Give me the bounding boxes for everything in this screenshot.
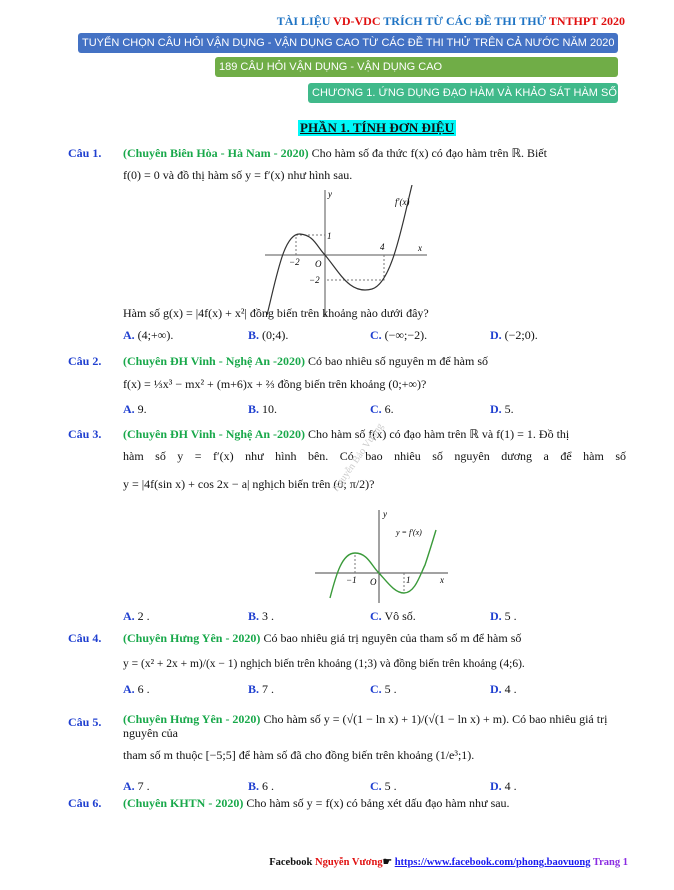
question-5-options: [123, 779, 626, 794]
question-1-line-2: f(0) = 0 và đồ thị hàm số y = f′(x) như hình sau.: [123, 168, 353, 182]
option-value: 7 .: [259, 682, 275, 696]
question-3-line-2: hàm số y = f′(x) như hình bên. Có bao nhiêu số nguyên dương a để hàm số: [123, 449, 626, 463]
option-c[interactable]: [370, 682, 490, 697]
option-c[interactable]: [370, 328, 490, 343]
option-value: 3 .: [259, 609, 275, 623]
question-1-line-1: [123, 146, 626, 160]
question-3-line-3: y = |4f(sin x) + cos 2x − a| nghịch biến trên (0; π/2)?: [123, 477, 375, 491]
option-key: B.: [248, 402, 260, 416]
question-6-number: [68, 796, 101, 811]
question-4-number: [68, 631, 101, 646]
question-3-number: [68, 427, 101, 442]
question-1-number: [68, 146, 101, 161]
option-key: A.: [123, 682, 135, 696]
question-source: (Chuyên ĐH Vinh - Nghệ An -2020): [123, 354, 306, 368]
question-2-line-1: [123, 354, 626, 368]
question-5-line-2: tham số m thuộc [−5;5] để hàm số đã cho đồng biến trên khoảng (1/e³;1).: [123, 748, 475, 762]
question-source: (Chuyên Biên Hòa - Hà Nam - 2020): [123, 146, 309, 160]
option-c[interactable]: [370, 779, 490, 794]
option-b[interactable]: [248, 609, 370, 624]
option-d[interactable]: [490, 609, 626, 624]
option-key: D.: [490, 609, 502, 623]
option-value: 6 .: [259, 779, 275, 793]
question-text: Cho hàm số y = f(x) có bảng xét dấu đạo hàm như sau.: [243, 796, 510, 810]
option-c[interactable]: [370, 609, 490, 624]
header-text: TÀI LIỆU: [276, 14, 334, 28]
option-d[interactable]: [490, 402, 626, 417]
option-key: D.: [490, 328, 502, 342]
option-value: 5 .: [381, 779, 397, 793]
watermark: Nguyễn Bảo Vương: [330, 421, 386, 494]
tick-label: 4: [380, 242, 385, 252]
option-key: B.: [248, 328, 260, 342]
guide-lines: [296, 235, 384, 280]
option-c[interactable]: [370, 402, 490, 417]
option-key: D.: [490, 779, 502, 793]
question-number: Câu 2.: [68, 354, 102, 368]
question-5-number: [68, 715, 101, 730]
question-2-number: [68, 354, 101, 369]
question-number: Câu 6.: [68, 796, 102, 810]
tick-label: 1: [406, 575, 411, 585]
question-3-graph: [300, 505, 450, 605]
option-a[interactable]: [123, 402, 248, 417]
question-4-options: [123, 682, 626, 697]
y-label: y: [328, 189, 332, 199]
document-header: [277, 14, 625, 29]
question-3-options: [123, 609, 626, 624]
origin-label: O: [370, 577, 377, 587]
header-vd: VD-VDC: [333, 14, 381, 28]
question-number: Câu 3.: [68, 427, 102, 441]
option-a[interactable]: [123, 328, 248, 343]
derivative-curve: [267, 185, 412, 315]
option-value: 5 .: [501, 609, 517, 623]
option-key: C.: [370, 609, 382, 623]
option-value: (4;+∞).: [134, 328, 174, 342]
question-text: Có bao nhiêu giá trị nguyên của tham số m để hàm số: [260, 631, 522, 645]
option-value: (−∞;−2).: [381, 328, 428, 342]
footer-label: Facebook: [269, 857, 315, 868]
question-4-line-1: [123, 631, 626, 645]
option-value: 5 .: [381, 682, 397, 696]
question-1-line-3: Hàm số g(x) = |4f(x) + x²| đồng biến trên khoảng nào dưới đây?: [123, 306, 429, 320]
option-key: A.: [123, 779, 135, 793]
option-a[interactable]: [123, 682, 248, 697]
question-text: Cho hàm số f(x) có đạo hàm trên ℝ và f(1) = 1. Đồ thị: [305, 427, 570, 441]
tick-label: −2: [289, 257, 300, 267]
option-value: (0;4).: [259, 328, 289, 342]
question-4-line-2: y = (x² + 2x + m)/(x − 1) nghịch biến trên khoảng (1;3) và đồng biến trên khoảng (4;6).: [123, 658, 525, 670]
option-d[interactable]: [490, 779, 626, 794]
option-value: Vô số.: [381, 609, 416, 623]
question-source: (Chuyên Hưng Yên - 2020): [123, 712, 261, 726]
option-key: D.: [490, 682, 502, 696]
question-source: (Chuyên ĐH Vinh - Nghệ An -2020): [123, 427, 306, 441]
option-key: B.: [248, 609, 260, 623]
option-b[interactable]: [248, 779, 370, 794]
pointing-hand-icon: ☛: [382, 857, 395, 868]
option-key: B.: [248, 682, 260, 696]
origin-label: O: [315, 259, 322, 269]
question-number: Câu 4.: [68, 631, 102, 645]
derivative-curve: [330, 530, 436, 598]
option-a[interactable]: [123, 609, 248, 624]
question-text: Có bao nhiêu số nguyên m để hàm số: [305, 354, 489, 368]
option-value: 2 .: [134, 609, 150, 623]
header-exam: TNTHPT 2020: [548, 14, 625, 28]
option-key: B.: [248, 779, 260, 793]
question-source: (Chuyên KHTN - 2020): [123, 796, 244, 810]
option-value: 4 .: [501, 682, 517, 696]
question-source: (Chuyên Hưng Yên - 2020): [123, 631, 261, 645]
option-d[interactable]: [490, 328, 626, 343]
option-a[interactable]: [123, 779, 248, 794]
page-number: Trang 1: [590, 857, 628, 868]
x-label: x: [418, 243, 422, 253]
question-6-line-1: [123, 796, 626, 810]
part-title: PHẦN 1. TÍNH ĐƠN ĐIỆU: [300, 120, 454, 135]
tick-label: −1: [346, 575, 357, 585]
option-value: 10.: [259, 402, 278, 416]
option-key: C.: [370, 779, 382, 793]
question-2-line-2: f(x) = ⅓x³ − mx² + (m+6)x + ⅔ đồng biến trên khoảng (0;+∞)?: [123, 377, 427, 391]
question-1-graph: [262, 185, 432, 320]
question-5-line-1: [123, 712, 626, 740]
curve-label: y = f′(x): [396, 528, 422, 537]
question-text: Cho hàm số y = (√(1 − ln x) + 1)/(√(1 − ln x) + m). Có bao nhiêu giá trị nguyên của: [123, 712, 608, 740]
tick-label: 1: [327, 231, 332, 241]
option-value: 4 .: [501, 779, 517, 793]
option-key: A.: [123, 328, 135, 342]
option-b[interactable]: [248, 328, 370, 343]
option-key: D.: [490, 402, 502, 416]
option-d[interactable]: [490, 682, 626, 697]
question-number: Câu 5.: [68, 715, 102, 729]
question-2-options: [123, 402, 626, 417]
option-key: C.: [370, 682, 382, 696]
banner-collection: TUYỂN CHỌN CÂU HỎI VẬN DỤNG - VẬN DỤNG CAO TỪ CÁC ĐỀ THI THỬ TRÊN CẢ NƯỚC NĂM 2020: [78, 33, 618, 53]
option-value: 5.: [501, 402, 514, 416]
banner-chapter: CHƯƠNG 1. ỨNG DỤNG ĐẠO HÀM VÀ KHẢO SÁT HÀM SỐ: [308, 83, 618, 103]
option-value: 6.: [381, 402, 394, 416]
y-label: y: [383, 509, 387, 519]
banner-count: 189 CÂU HỎI VẬN DỤNG - VẬN DỤNG CAO: [215, 57, 618, 77]
option-key: A.: [123, 402, 135, 416]
option-value: 7 .: [134, 779, 150, 793]
facebook-link[interactable]: https://www.facebook.com/phong.baovuong: [394, 857, 591, 868]
option-value: 9.: [134, 402, 147, 416]
option-value: 6 .: [134, 682, 150, 696]
option-key: C.: [370, 402, 382, 416]
question-number: Câu 1.: [68, 146, 102, 160]
option-key: C.: [370, 328, 382, 342]
question-text: Cho hàm số đa thức f(x) có đạo hàm trên ℝ. Biết: [308, 146, 547, 160]
curve-label: f′(x): [395, 197, 410, 207]
tick-label: −2: [309, 275, 320, 285]
page-footer: [269, 856, 628, 868]
author-name: Nguyễn Vương: [315, 857, 383, 868]
option-value: (−2;0).: [501, 328, 538, 342]
option-key: A.: [123, 609, 135, 623]
option-b[interactable]: [248, 682, 370, 697]
header-text-mid: TRÍCH TỪ CÁC ĐỀ THI THỬ: [380, 14, 549, 28]
question-1-options: [123, 328, 626, 343]
option-b[interactable]: [248, 402, 370, 417]
x-label: x: [440, 575, 444, 585]
